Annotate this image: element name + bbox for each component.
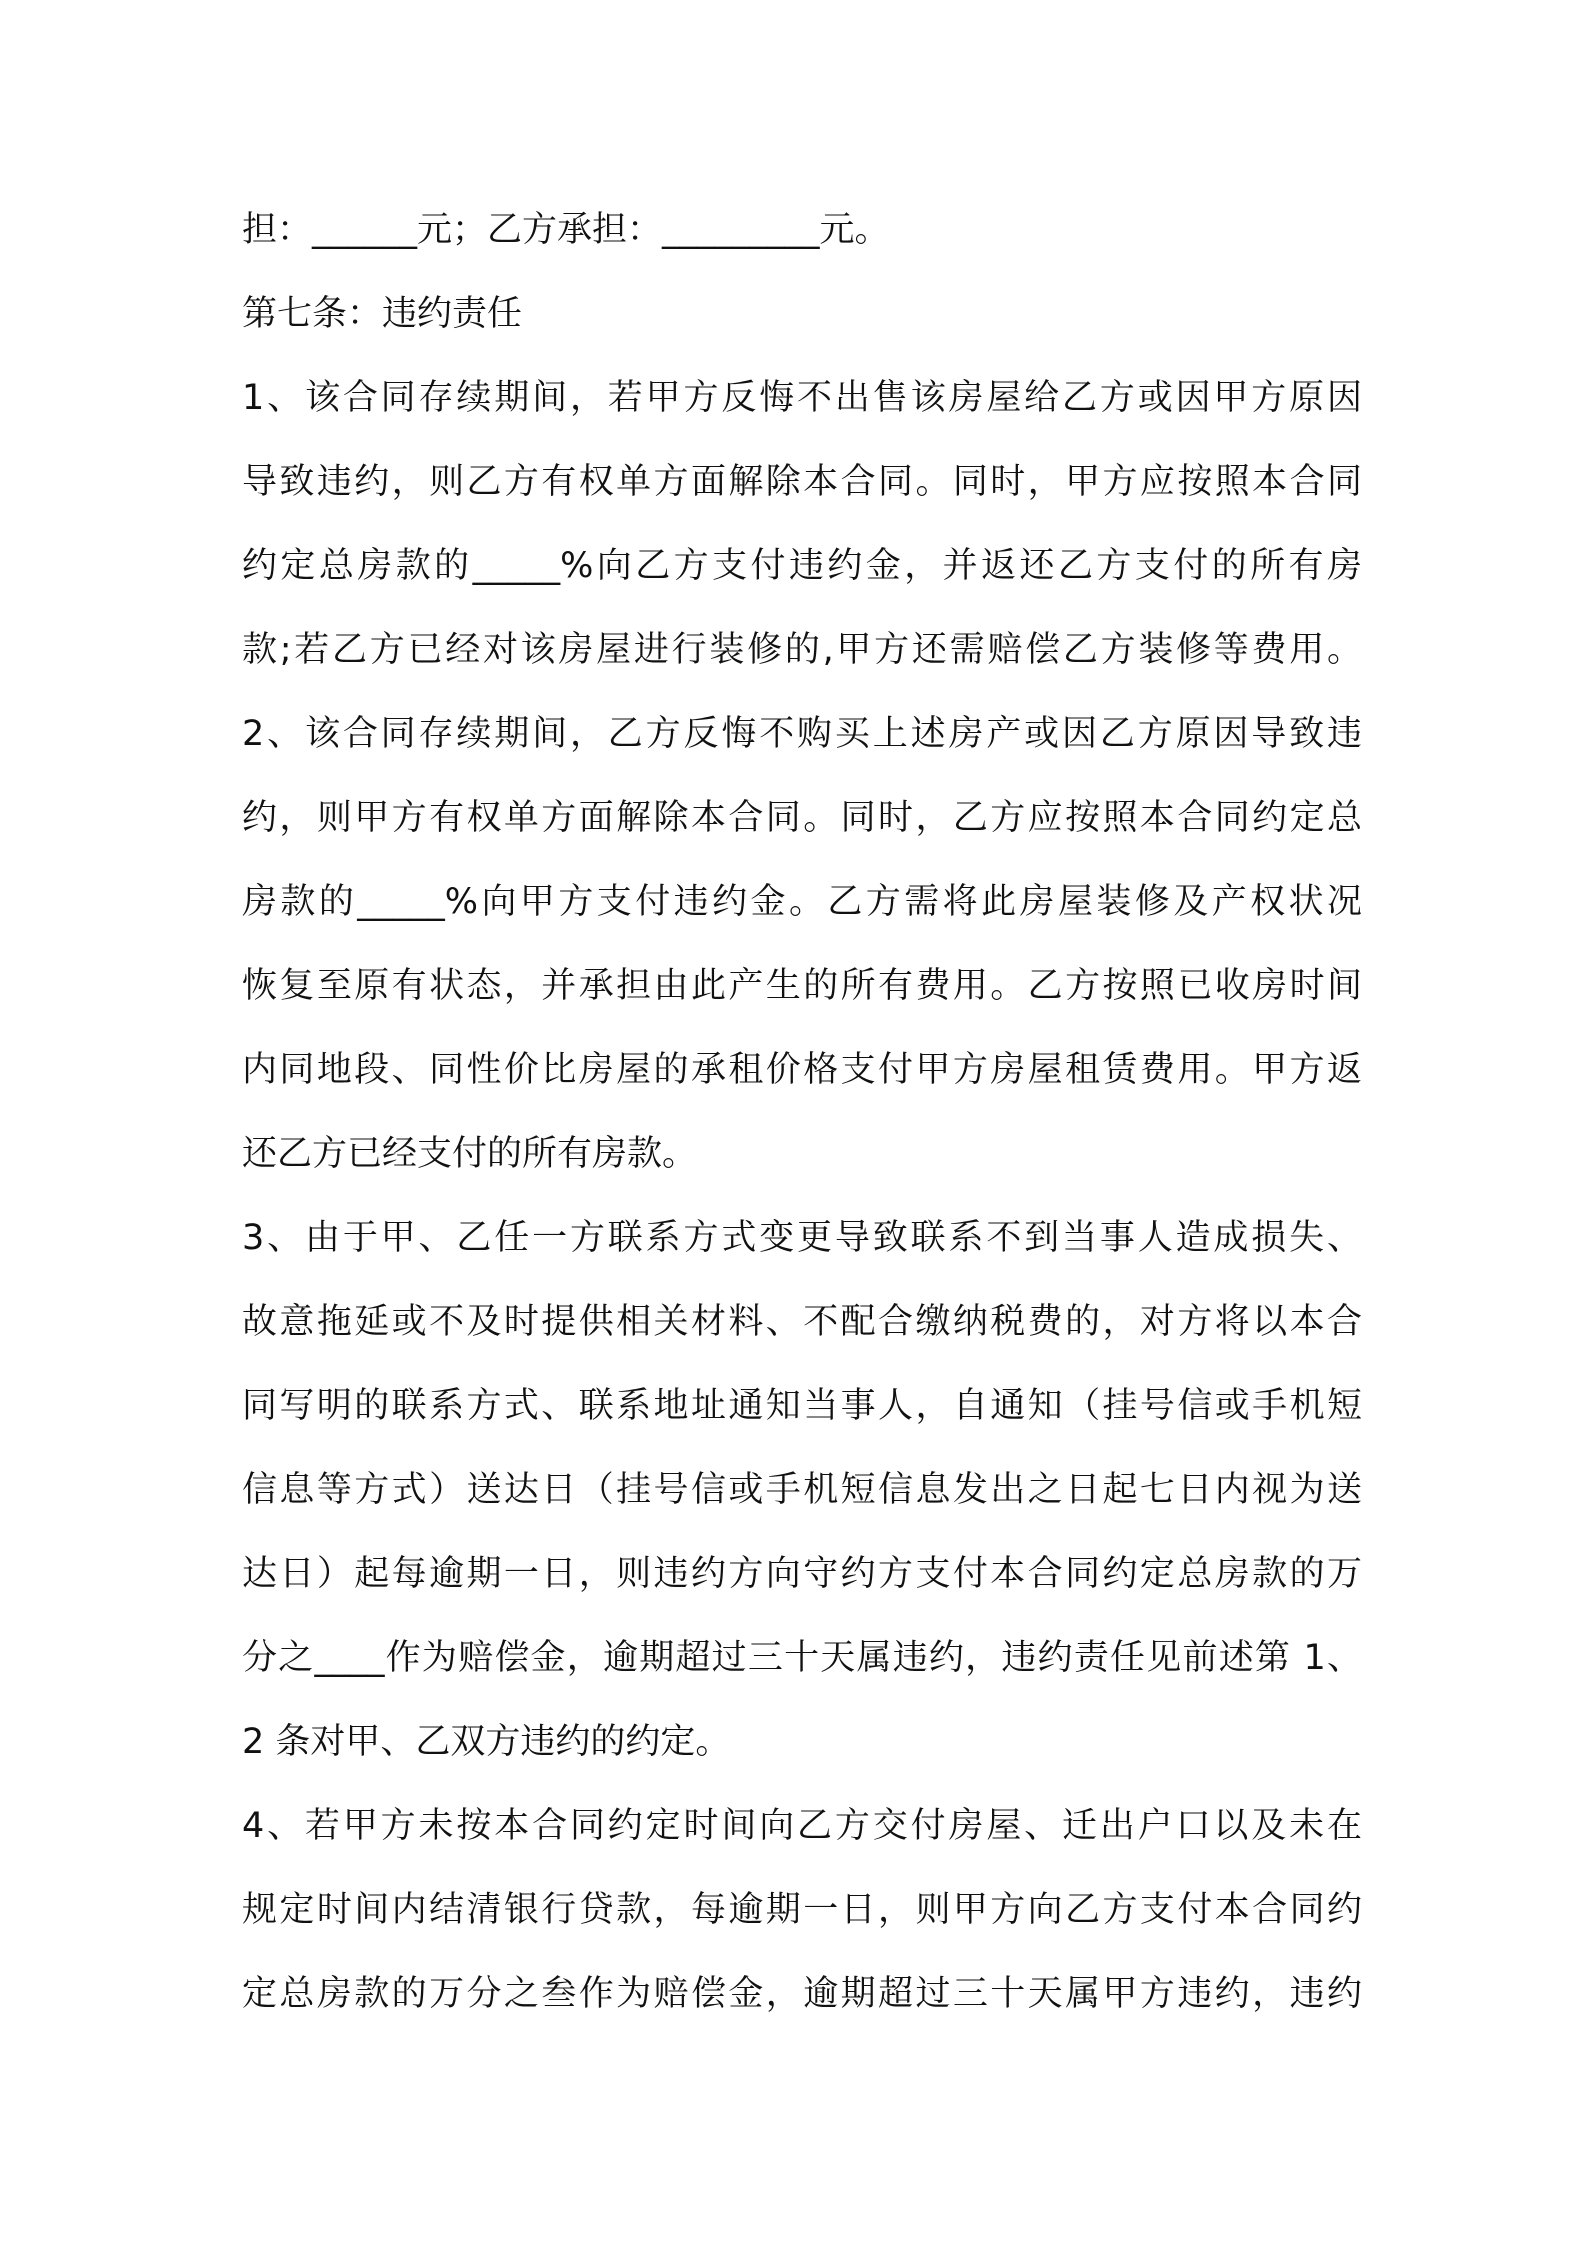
text-line: 约定总房款的_____%向乙方支付违约金，并返还乙方支付的所有房 <box>242 546 1362 586</box>
text-line: 导致违约，则乙方有权单方面解除本合同。同时，甲方应按照本合同 <box>242 462 1362 502</box>
text-line: 1、该合同存续期间，若甲方反悔不出售该房屋给乙方或因甲方原因 <box>242 378 1362 418</box>
text-line: 担：______元；乙方承担：_________元。 <box>242 210 890 250</box>
text-line: 定总房款的万分之叁作为赔偿金，逾期超过三十天属甲方违约，违约 <box>242 1974 1362 2014</box>
text-line: 同写明的联系方式、联系地址通知当事人，自通知（挂号信或手机短 <box>242 1386 1362 1426</box>
text-line: 规定时间内结清银行贷款，每逾期一日，则甲方向乙方支付本合同约 <box>242 1890 1362 1930</box>
text-line: 达日）起每逾期一日，则违约方向守约方支付本合同约定总房款的万 <box>242 1554 1362 1594</box>
text-line: 故意拖延或不及时提供相关材料、不配合缴纳税费的，对方将以本合 <box>242 1302 1362 1342</box>
text-line: 内同地段、同性价比房屋的承租价格支付甲方房屋租赁费用。甲方返 <box>242 1050 1362 1090</box>
text-line: 款;若乙方已经对该房屋进行装修的,甲方还需赔偿乙方装修等费用。 <box>242 630 1362 670</box>
text-line: 2、该合同存续期间，乙方反悔不购买上述房产或因乙方原因导致违 <box>242 714 1362 754</box>
text-line: 还乙方已经支付的所有房款。 <box>242 1134 698 1174</box>
text-line: 房款的_____%向甲方支付违约金。乙方需将此房屋装修及产权状况 <box>242 882 1362 922</box>
section-heading: 第七条：违约责任 <box>242 294 523 334</box>
text-line: 2 条对甲、乙双方违约的约定。 <box>242 1722 731 1762</box>
text-line: 4、若甲方未按本合同约定时间向乙方交付房屋、迁出户口以及未在 <box>242 1806 1362 1846</box>
text-line: 信息等方式）送达日（挂号信或手机短信息发出之日起七日内视为送 <box>242 1470 1362 1510</box>
text-line: 3、由于甲、乙任一方联系方式变更导致联系不到当事人造成损失、 <box>242 1218 1362 1258</box>
text-line: 分之____作为赔偿金，逾期超过三十天属违约，违约责任见前述第 1、 <box>242 1638 1362 1678</box>
text-line: 恢复至原有状态，并承担由此产生的所有费用。乙方按照已收房时间 <box>242 966 1362 1006</box>
text-line: 约，则甲方有权单方面解除本合同。同时，乙方应按照本合同约定总 <box>242 798 1362 838</box>
